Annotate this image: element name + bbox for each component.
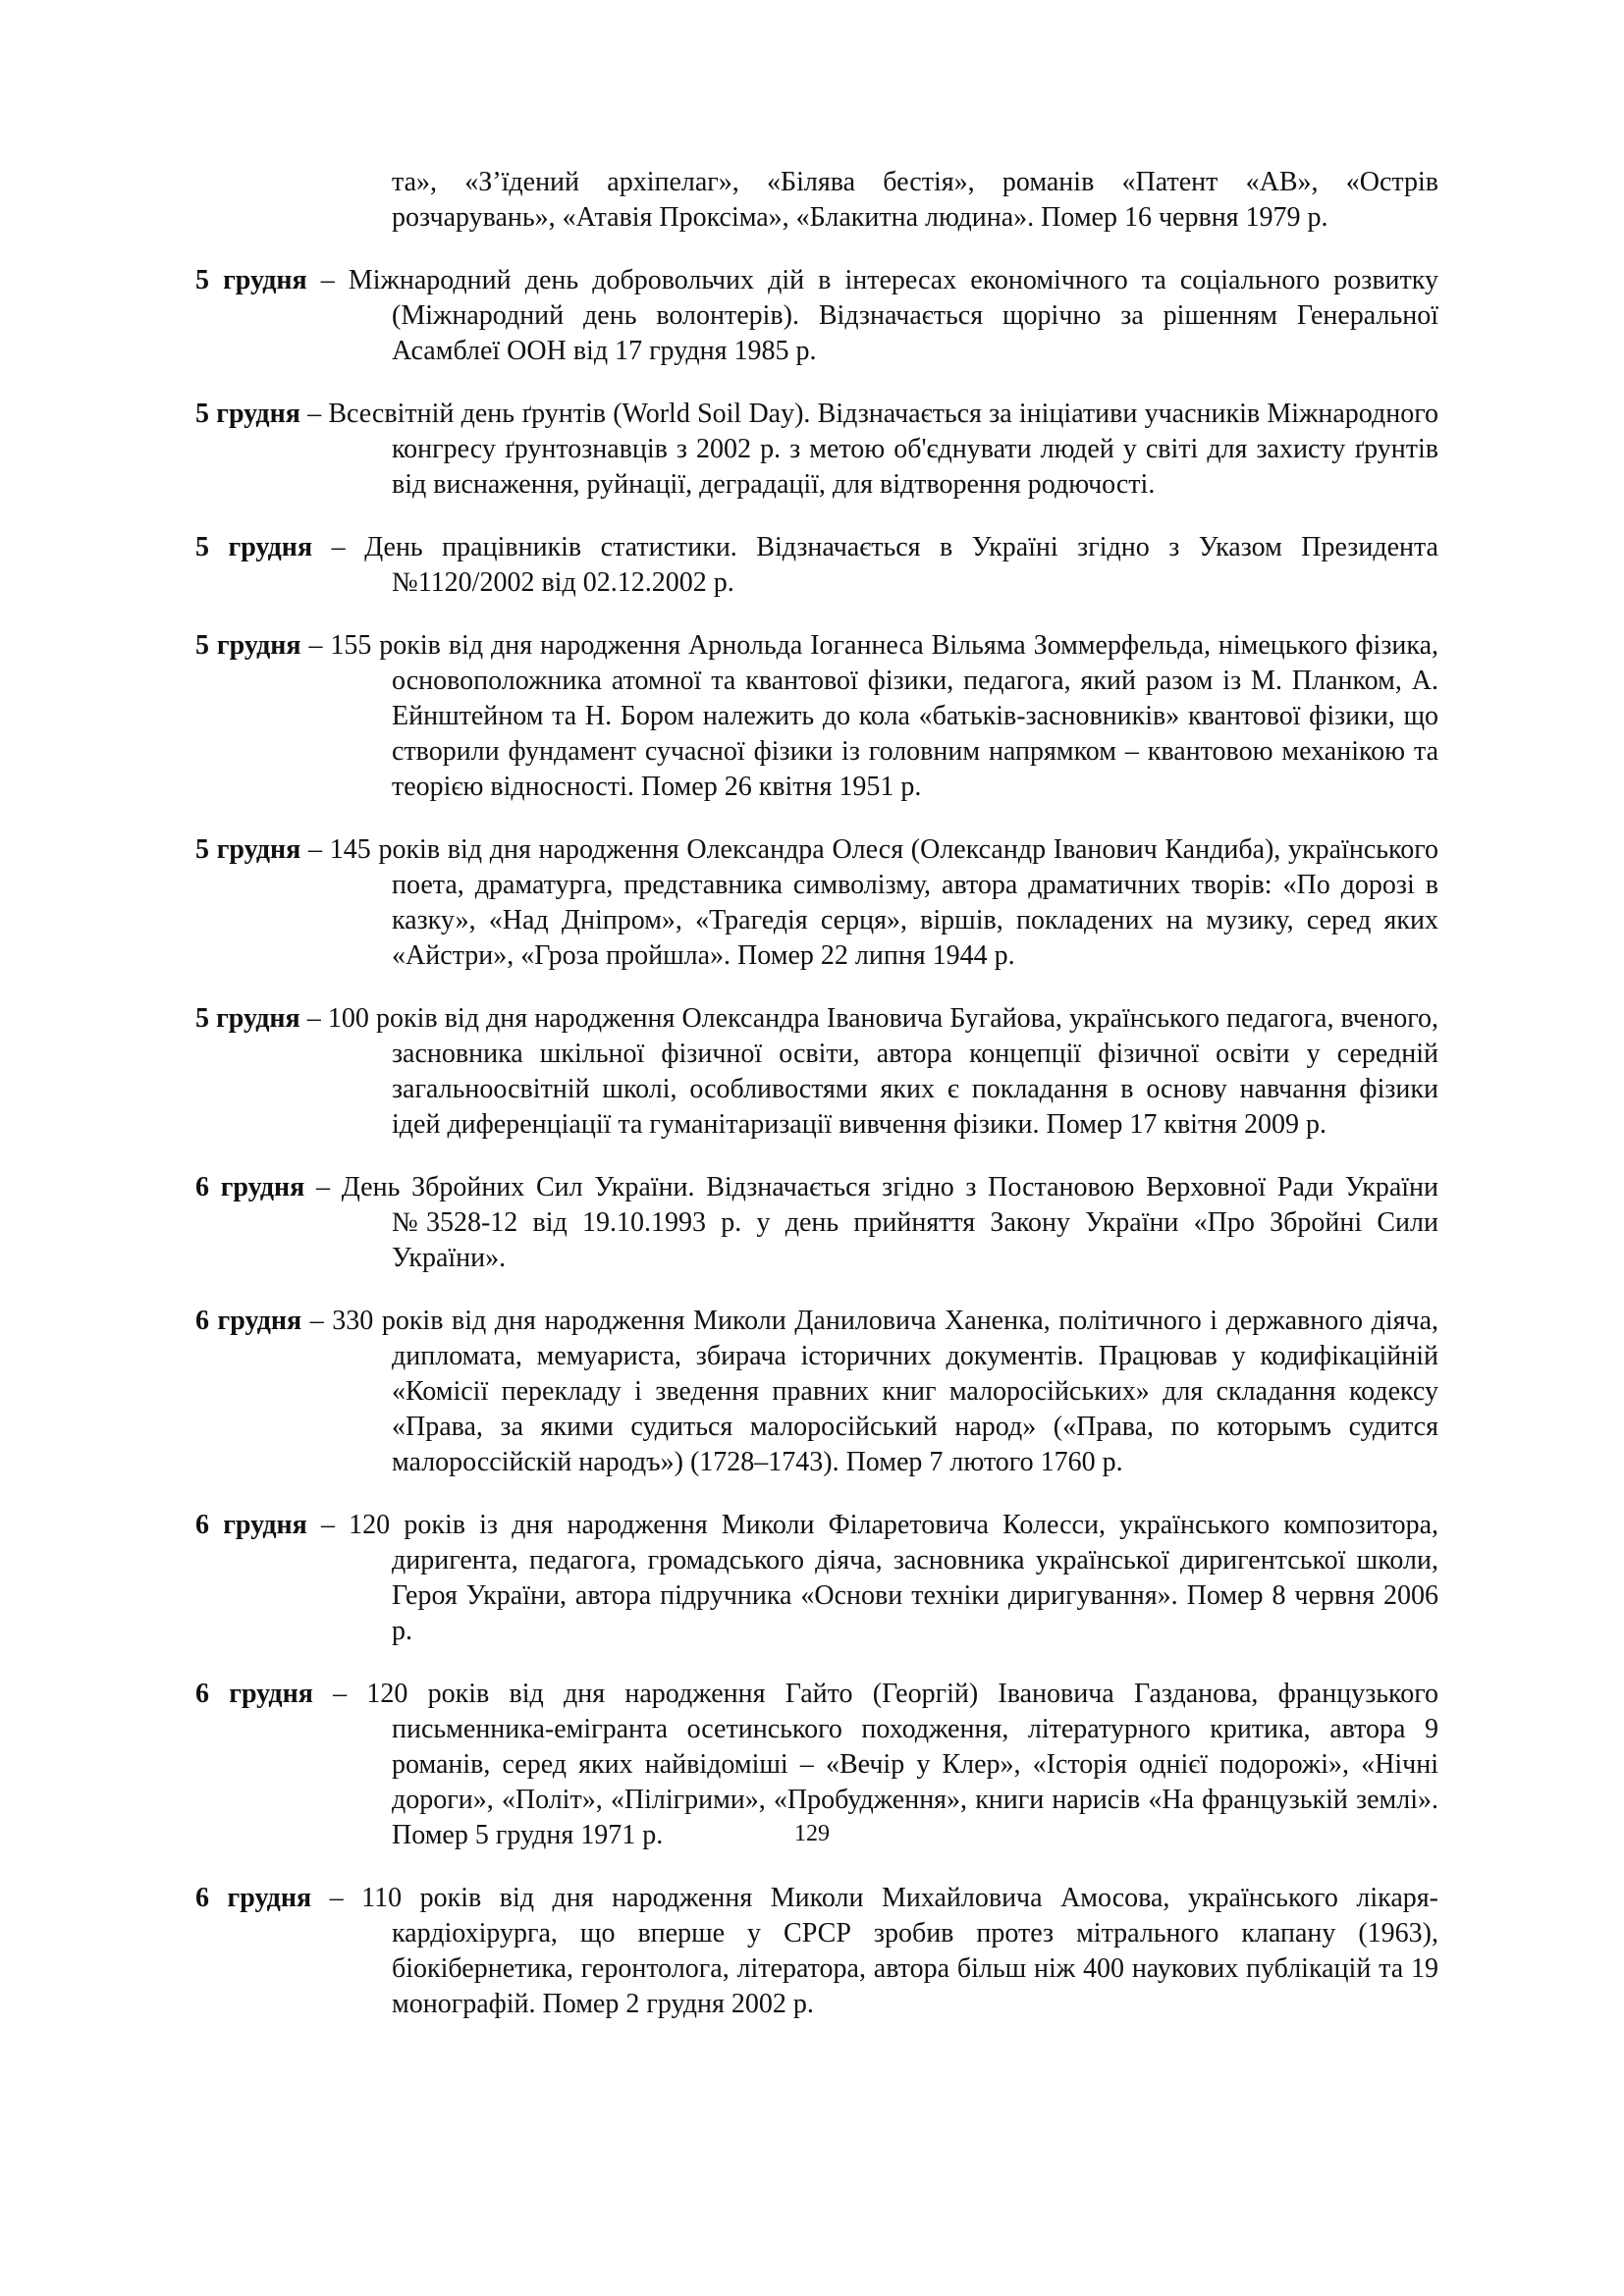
entry-amosov bbox=[195, 1881, 1438, 2022]
entry-text: – 330 років від дня народження Миколи Даниловича Ханенка, політичного і державного діяча, дипломата, мемуариста, збирача історичних документів. Працював у кодифікаційній «Комісії перекладу і зведення правних книг малоросійських» для складання кодексу «Права, за якими судиться малоросійський народ» («Права, по которымъ судится малороссійскій народъ») (1728–1743). Помер 7 лютого 1760 р. bbox=[301, 1306, 1438, 1477]
entry-sommerfeld bbox=[195, 628, 1438, 805]
entry-khanenko bbox=[195, 1304, 1438, 1480]
entry-buhaiov bbox=[195, 1001, 1438, 1143]
entry-text: – Всесвітній день ґрунтів (World Soil Day). Відзначається за ініціативи учасників Міжнародного конгресу ґрунтознавців з 2002 р. з метою об'єднувати людей у світі для захисту ґрунтів від виснаження, руйнації, деградації, для відтворення родючості. bbox=[299, 399, 1438, 500]
entry-text: – 110 років від дня народження Миколи Михайловича Амосова, українського лікаря-кардіохірурга, що вперше у СРСР зробив протез мітрального клапану (1963), біокібернетика, геронтолога, літератора, автора більш ніж 400 наукових публікацій та 19 монографій. Помер 2 грудня 2002 р. bbox=[311, 1883, 1438, 2019]
entry-text: – 145 років від дня народження Олександра Олеся (Олександр Іванович Кандиба), українського поета, драматурга, представника символізму, автора драматичних творів: «По дорозі в казку», «Над Дніпром», «Трагедія серця», віршів, покладених на музику, серед яких «Айстри», «Гроза пройшла». Помер 22 липня 1944 р. bbox=[300, 834, 1438, 971]
entry-date: 6 грудня bbox=[195, 1306, 302, 1336]
entry-kolessa bbox=[195, 1508, 1438, 1649]
entry-date: 5 грудня bbox=[195, 399, 300, 429]
entry-text: та», «З’їдений архіпелаг», «Білява бестія», романів «Патент «АВ», «Острів розчарувань», «Атавія Проксіма», «Блакитна людина». Помер 16 червня 1979 р. bbox=[392, 167, 1438, 233]
entry-world-soil-day bbox=[195, 397, 1438, 503]
entry-text: – Міжнародний день добровольчих дій в інтересах економічного та соціального розвитку (Міжнародний день волонтерів). Відзначається щорічно за рішенням Генеральної Асамблеї ООН від 17 грудня 1985 р. bbox=[306, 265, 1438, 366]
entry-statistics-day bbox=[195, 530, 1438, 601]
entry-date: 6 грудня bbox=[195, 1679, 313, 1709]
entry-date: 5 грудня bbox=[195, 630, 301, 661]
entry-date: 6 грудня bbox=[195, 1172, 305, 1202]
entry-continuation bbox=[195, 165, 1438, 236]
entry-text: – День працівників статистики. Відзначається в Україні згідно з Указом Президента №1120/2002 від 02.12.2002 р. bbox=[312, 532, 1438, 598]
entry-date: 5 грудня bbox=[195, 265, 307, 295]
entry-text: – 120 років від дня народження Гайто (Георгій) Івановича Газданова, французького письменника-емігранта осетинського походження, літературного критика, автора 9 романів, серед яких найвідоміші – «Вечір у Клер», «Історія однієї подорожі», «Нічні дороги», «Політ», «Пілігрими», «Пробудження», книги нарисів «На французькій землі». Помер 5 грудня 1971 р. bbox=[312, 1679, 1439, 1850]
entry-text: – 155 років від дня народження Арнольда Іоганнеса Вільяма Зоммерфельда, німецького фізика, основоположника атомної та квантової фізики, педагога, який разом із М. Планком, А. Ейнштейном та Н. Бором належить до кола «батьків-засновників» квантової фізики, що створили фундамент сучасної фізики із головним напрямком – квантовою механікою та теорією відносності. Помер 26 квітня 1951 р. bbox=[300, 630, 1438, 802]
entry-text: – 100 років від дня народження Олександра Івановича Бугайова, українського педагога, вченого, засновника шкільної фізичної освіти, автора концепції фізичної освіти у середній загальноосвітній школі, особливостями яких є покладання в основу навчання фізики ідей диференціації та гуманітаризації вивчення фізики. Помер 17 квітня 2009 р. bbox=[299, 1003, 1438, 1140]
entry-text: – 120 років із дня народження Миколи Філаретовича Колесси, українського композитора, диригента, педагога, громадського діяча, засновника української диригентської школи, Героя України, автора підручника «Основи техніки диригування». Помер 8 червня 2006 р. bbox=[306, 1510, 1438, 1646]
calendar-page-body bbox=[195, 137, 1438, 2028]
entry-date: 5 грудня bbox=[195, 834, 301, 865]
page-number: 129 bbox=[794, 1821, 830, 1846]
entry-oles bbox=[195, 832, 1438, 974]
entry-date: 5 грудня bbox=[195, 1003, 300, 1034]
entry-date: 5 грудня bbox=[195, 532, 313, 562]
entry-international-volunteer-day bbox=[195, 263, 1438, 369]
entry-armed-forces-day bbox=[195, 1170, 1438, 1276]
entry-date: 6 грудня bbox=[195, 1883, 312, 1913]
entry-date: 6 грудня bbox=[195, 1510, 307, 1540]
entry-text: – День Збройних Сил України. Відзначається згідно з Постановою Верховної Ради України №3528-12 від 19.10.1993 р. у день прийняття Закону України «Про Збройні Сили України». bbox=[304, 1172, 1438, 1273]
